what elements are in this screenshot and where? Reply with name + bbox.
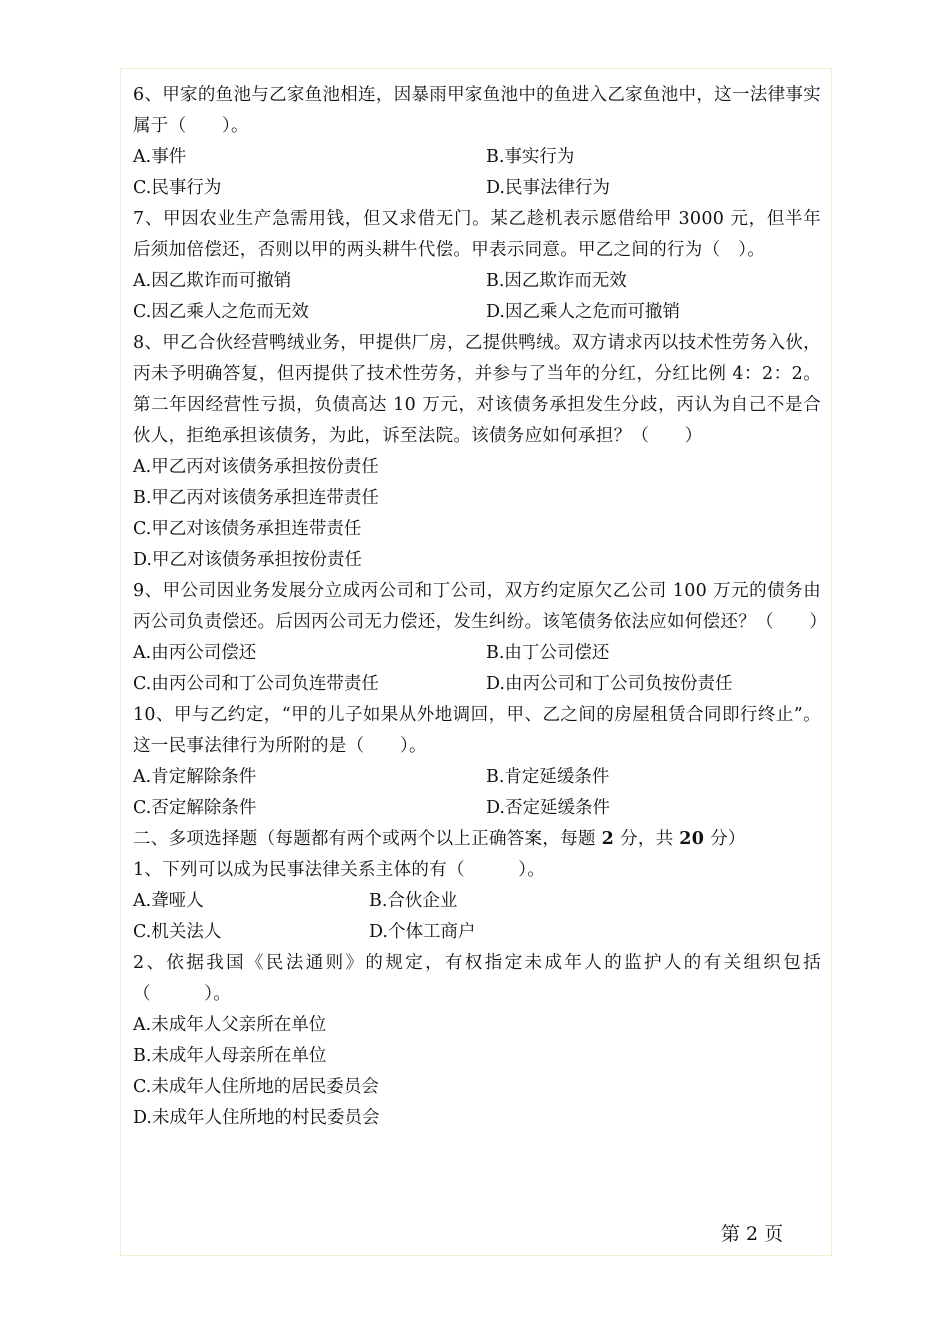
option-row <box>133 669 821 700</box>
option-c: C.民事行为 <box>133 178 222 198</box>
question-stem: 2、依据我国《民法通则》的规定，有权指定未成年人的监护人的有关组织包括（ ）。 <box>133 953 821 1004</box>
section-total: 20 <box>679 829 705 849</box>
question-8 <box>133 328 821 576</box>
section-points: 2 <box>601 829 615 849</box>
option-b: B.合伙企业 <box>369 891 458 911</box>
option-a: A.聋哑人 <box>133 891 204 911</box>
question-7 <box>133 204 821 328</box>
option-d: D.甲乙对该债务承担按份责任 <box>133 550 362 570</box>
option-c: C.由丙公司和丁公司负连带责任 <box>133 674 379 694</box>
page-number: 第 2 页 <box>721 1223 784 1245</box>
question-stem: 8、甲乙合伙经营鸭绒业务，甲提供厂房，乙提供鸭绒。双方请求丙以技术性劳务入伙，丙未予明确答复，但丙提供了技术性劳务，并参与了当年的分红，分红比例 4：2：2。第二年因经营性亏损，负债高达 10 万元，对该债务承担发生分歧，丙认为自己不是合伙人，拒绝承担该债务，为此，诉至法院。该债务应如何承担？（ ） <box>133 333 821 446</box>
question-stem: 7、甲因农业生产急需用钱，但又求借无门。某乙趁机表示愿借给甲 3000 元，但半年后须加倍偿还，否则以甲的两头耕牛代偿。甲表示同意。甲乙之间的行为（ ）。 <box>133 209 821 260</box>
option-b: B.甲乙丙对该债务承担连带责任 <box>133 488 379 508</box>
question-stem: 10、甲与乙约定，“甲的儿子如果从外地调回，甲、乙之间的房屋租赁合同即行终止”。这一民事法律行为所附的是（ ）。 <box>133 705 821 756</box>
option-a: A.甲乙丙对该债务承担按份责任 <box>133 457 379 477</box>
section-heading <box>133 824 821 855</box>
option-row <box>133 173 821 204</box>
option-a: A.事件 <box>133 147 187 167</box>
option-c: C.机关法人 <box>133 922 222 942</box>
option-a: A.由丙公司偿还 <box>133 643 257 663</box>
option-b: B.肯定延缓条件 <box>486 767 610 787</box>
question-6 <box>133 80 821 204</box>
option-c: C.否定解除条件 <box>133 798 257 818</box>
option-d: D.由丙公司和丁公司负按份责任 <box>486 674 733 694</box>
option-c: C.因乙乘人之危而无效 <box>133 302 309 322</box>
question-9 <box>133 576 828 700</box>
option-row <box>133 142 821 173</box>
option-row <box>133 297 821 328</box>
section-heading-text: 二、多项选择题（每题都有两个或两个以上正确答案，每题 <box>133 829 602 849</box>
question-stem: 1、下列可以成为民事法律关系主体的有（ ）。 <box>133 860 546 880</box>
option-a: A.肯定解除条件 <box>133 767 257 787</box>
section-heading-text: 分） <box>704 829 746 849</box>
option-c: C.未成年人住所地的居民委员会 <box>133 1077 379 1097</box>
option-d: D.否定延缓条件 <box>486 798 610 818</box>
option-row <box>133 638 821 669</box>
option-row <box>133 266 821 297</box>
option-b: B.事实行为 <box>486 147 575 167</box>
option-d: D.因乙乘人之危而可撤销 <box>486 302 680 322</box>
option-d: D.个体工商户 <box>369 922 476 942</box>
option-b: B.由丁公司偿还 <box>486 643 610 663</box>
option-row <box>133 917 821 948</box>
page-content <box>133 80 828 1134</box>
option-b: B.因乙欺诈而无效 <box>486 271 627 291</box>
option-c: C.甲乙对该债务承担连带责任 <box>133 519 362 539</box>
section-heading-text: 分，共 <box>614 829 680 849</box>
question-stem: 6、甲家的鱼池与乙家鱼池相连，因暴雨甲家鱼池中的鱼进入乙家鱼池中，这一法律事实属于（ ）。 <box>133 85 821 136</box>
question-stem: 9、甲公司因业务发展分立成丙公司和丁公司，双方约定原欠乙公司 100 万元的债务由丙公司负责偿还。后因丙公司无力偿还，发生纠纷。该笔债务依法应如何偿还？（ ） <box>133 581 828 632</box>
option-row <box>133 886 821 917</box>
option-d: D.民事法律行为 <box>486 178 610 198</box>
option-d: D.未成年人住所地的村民委员会 <box>133 1108 380 1128</box>
option-row <box>133 762 821 793</box>
question-10 <box>133 700 821 824</box>
option-a: A.因乙欺诈而可撤销 <box>133 271 292 291</box>
multi-question-1 <box>133 855 821 948</box>
option-row <box>133 793 821 824</box>
option-a: A.未成年人父亲所在单位 <box>133 1015 327 1035</box>
option-b: B.未成年人母亲所在单位 <box>133 1046 327 1066</box>
multi-question-2 <box>133 948 821 1134</box>
